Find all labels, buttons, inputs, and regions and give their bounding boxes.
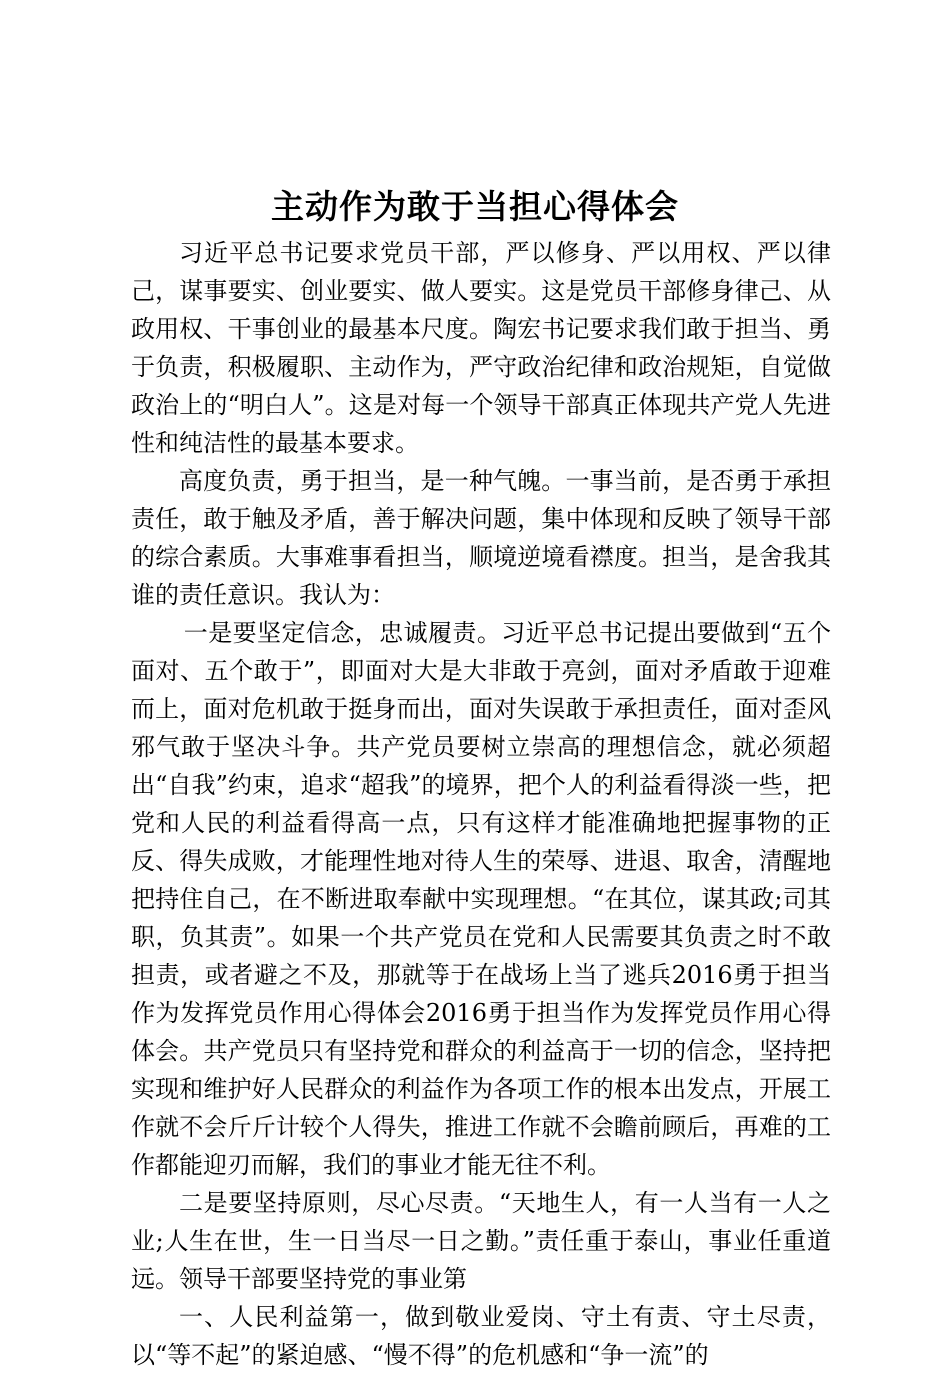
document-body [131,234,831,1374]
paragraph-people-first: 一、人民利益第一，做到敬业爱岗、守土有责、守土尽责，以“等不起”的紧迫感、“慢不得”的危机感和“争一流”的 [131,1303,831,1369]
paragraph-intro: 习近平总书记要求党员干部，严以修身、严以用权、严以律己，谋事要实、创业要实、做人要实。这是党员干部修身律己、从政用权、干事创业的最基本尺度。陶宏书记要求我们敢于担当、勇于负责，积极履职、主动作为，严守政治纪律和政治规矩，自觉做政治上的“明白人”。这是对每一个领导干部真正体现共产党人先进性和纯洁性的最基本要求。 [131,239,831,457]
document-title: 主动作为敢于当担心得体会 [271,187,679,226]
paragraph-point-one: 一是要坚定信念，忠诚履责。习近平总书记提出要做到“五个面对、五个敢于”，即面对大是大非敢于亮剑，面对矛盾敢于迎难而上，面对危机敢于挺身而出，面对失误敢于承担责任，面对歪风邪气敢于坚决斗争。共产党员要树立崇高的理想信念，就必须超出“自我”约束，追求“超我”的境界，把个人的利益看得淡一些，把党和人民的利益看得高一点，只有这样才能准确地把握事物的正反、得失成败，才能理性地对待人生的荣辱、进退、取舍，清醒地把持住自己，在不断进取奉献中实现理想。“在其位，谋其政;司其职，负其责”。如果一个共产党员在党和人民需要其负责之时不敢担责，或者避之不及，那就等于在战场上当了逃兵2016勇于担当作为发挥党员作用心得体会2016勇于担当作为发挥党员作用心得体会。共产党员只有坚持党和群众的利益高于一切的信念，坚持把实现和维护好人民群众的利益作为各项工作的根本出发点，开展工作就不会斤斤计较个人得失，推进工作就不会瞻前顾后，再难的工作都能迎刃而解，我们的事业才能无往不利。 [131,619,831,1179]
paragraph-point-two: 二是要坚持原则，尽心尽责。“天地生人，有一人当有一人之业;人生在世，生一日当尽一日之勤。”责任重于泰山，事业任重道远。领导干部要坚持党的事业第 [131,1189,831,1293]
paragraph-responsibility: 高度负责，勇于担当，是一种气魄。一事当前，是否勇于承担责任，敢于触及矛盾，善于解决问题，集中体现和反映了领导干部的综合素质。大事难事看担当，顺境逆境看襟度。担当，是舍我其谁的责任意识。我认为： [131,467,831,609]
